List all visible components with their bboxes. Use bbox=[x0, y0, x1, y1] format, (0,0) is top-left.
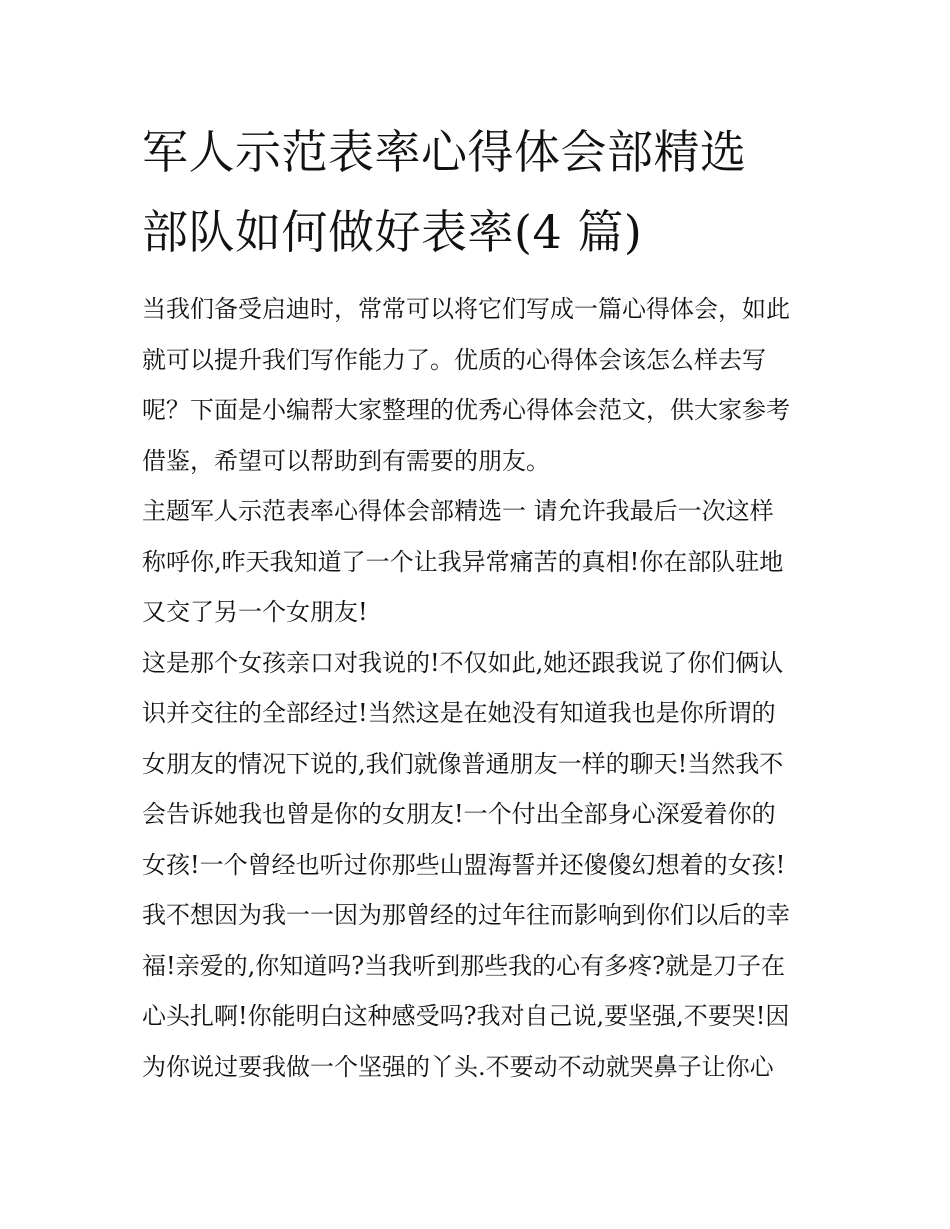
text-line: 女孩!一个曾经也听过你那些山盟海誓并还傻傻幻想着的女孩! bbox=[142, 850, 786, 879]
text-line: 女朋友的情况下说的,我们就像普通朋友一样的聊天!当然我不 bbox=[142, 749, 784, 778]
text-line: 呢？下面是小编帮大家整理的优秀心得体会范文，供大家参考 bbox=[142, 396, 790, 424]
text-line: 称呼你,昨天我知道了一个让我异常痛苦的真相!你在部队驻地 bbox=[142, 547, 784, 576]
paragraph-theme bbox=[142, 486, 814, 638]
text-line: 当我们备受启迪时，常常可以将它们写成一篇心得体会，如此 bbox=[142, 295, 790, 323]
text-line: 我不想因为我一一因为那曾经的过年往而影响到你们以后的幸 bbox=[142, 901, 790, 929]
text-line: 借鉴，希望可以帮助到有需要的朋友。 bbox=[142, 446, 550, 475]
document-body bbox=[142, 284, 814, 1092]
text-line: 就可以提升我们写作能力了。优质的心得体会该怎么样去写 bbox=[142, 345, 766, 374]
text-line: 这是那个女孩亲口对我说的!不仅如此,她还跟我说了你们俩认 bbox=[142, 648, 784, 677]
document-title bbox=[142, 112, 814, 272]
text-line: 福!亲爱的,你知道吗?当我听到那些我的心有多疼?就是刀子在 bbox=[142, 951, 786, 980]
paragraph-intro bbox=[142, 284, 814, 486]
paragraph-story bbox=[142, 638, 814, 1093]
text-line: 为你说过要我做一个坚强的丫头.不要动不动就哭鼻子让你心 bbox=[142, 1052, 774, 1081]
title-line: 部队如何做好表率(4 篇) bbox=[142, 205, 643, 259]
text-line: 主题军人示范表率心得体会部精选一 请允许我最后一次这样 bbox=[142, 497, 774, 525]
text-line: 又交了另一个女朋友! bbox=[142, 598, 368, 626]
text-line: 心头扎啊!你能明白这种感受吗?我对自己说,要坚强,不要哭!因 bbox=[142, 1002, 790, 1030]
document-page bbox=[142, 112, 814, 1092]
title-line: 军人示范表率心得体会部精选 bbox=[142, 125, 747, 179]
text-line: 会告诉她我也曾是你的女朋友!一个付出全部身心深爱着你的 bbox=[142, 800, 776, 828]
text-line: 识并交往的全部经过!当然这是在她没有知道我也是你所谓的 bbox=[142, 699, 776, 727]
